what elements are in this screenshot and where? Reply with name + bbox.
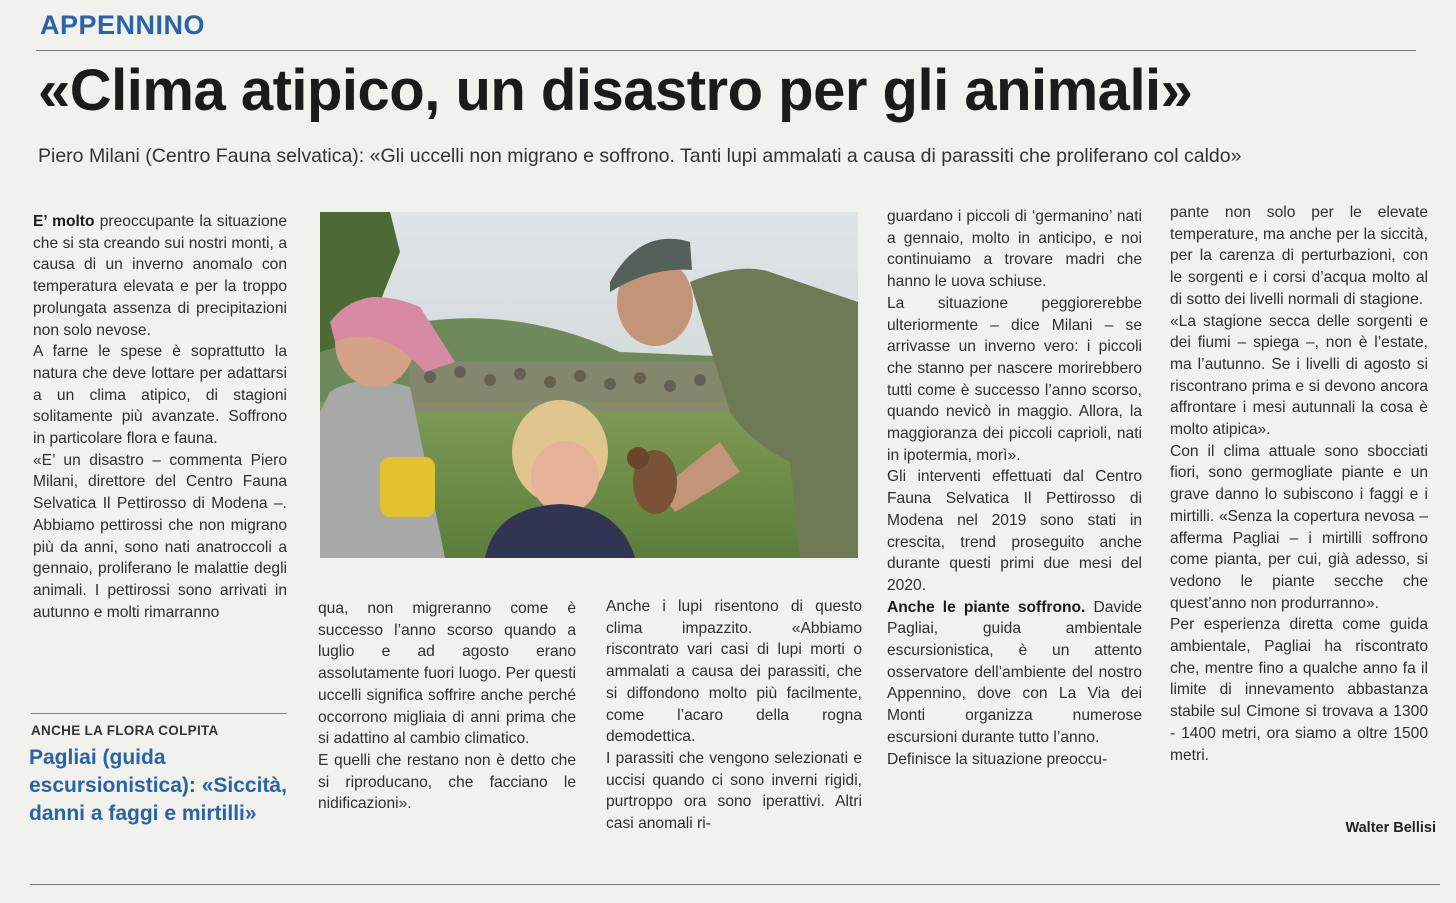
top-rule: [36, 50, 1416, 51]
photo-illustration: [320, 212, 858, 558]
paragraph: Per esperienza diretta come guida ambientale, Pagliai ha riscontrato che, mentre fino a qualche anno fa il limite di innevamento abbastanza stabile sul Cimone si trovava a 1300 - 1400 metri, ora siamo a oltre 1500 metri.: [1170, 616, 1428, 764]
paragraph: Gli interventi effettuati dal Centro Fauna Selvatica Il Pettirosso di Modena nel 2019 sono stati in crescita, trend proseguito anche durante questi primi due mesi del 2020.: [887, 468, 1142, 594]
subtitle: Piero Milani (Centro Fauna selvatica): «Gli uccelli non migrano e soffrono. Tanti lupi ammalati a causa di parassiti che proliferano col caldo»: [38, 145, 1242, 167]
lead-in: E’ molto: [33, 213, 95, 230]
section-label: APPENNINO: [40, 10, 206, 40]
byline: Walter Bellisi: [1345, 820, 1436, 836]
paragraph: Definisce la situazione preoccu-: [887, 750, 1108, 768]
headline: «Clima atipico, un disastro per gli animali»: [38, 58, 1193, 123]
box-kicker: ANCHE LA FLORA COLPITA: [31, 723, 219, 738]
paragraph: La situazione peggiorerebbe ulteriormente – dice Milani – se arrivasse un inverno vero: i piccoli che stanno per nascere morirebbero tutti come è successo l’anno scorso, quando nevicò in maggio. Allora, la maggioranza dei piccoli caprioli, nati in ipotermia, morì».: [887, 294, 1142, 464]
paragraph: [887, 597, 1142, 749]
article-column-3: [606, 596, 862, 835]
paragraph-text: preoccupante la situazione che si sta creando sui nostri monti, a causa di un inverno anomalo con temperatura elevata e per la troppo prolungata assenza di precipitazioni non solo nevose.: [33, 213, 287, 339]
article-column-2: [318, 598, 576, 815]
box-title: Pagliai (guida escursionistica): «Siccità, danni a faggi e mirtilli»: [29, 746, 287, 825]
paragraph: pante non solo per le elevate temperature, ma anche per la siccità, per la carenza di perturbazioni, con le sorgenti e i corsi d’acqua molto al di sotto dei livelli normali di stagione.: [1170, 204, 1428, 308]
paragraph: qua, non migreranno come è successo l’anno scorso quando a luglio e ad agosto erano assolutamente fuori luogo. Per questi uccelli significa soffrire anche perché occorrono migliaia di anni prima che si adattino al cambio climatico.: [318, 600, 576, 748]
paragraph: E quelli che restano non è detto che si riproducano, che facciano le nidificazioni».: [318, 751, 576, 813]
article-column-4: [887, 206, 1142, 770]
paragraph: Anche i lupi risentono di questo clima impazzito. «Abbiamo riscontrato vari casi di lupi morti o ammalati a causa dei parassiti, che si diffondono molto più facilmente, come l’acaro della rogna demodettica.: [606, 598, 862, 746]
paragraph: guardano i piccoli di ‘germanino’ nati a gennaio, molto in anticipo, e noi continuiamo a trovare madri che hanno le uova schiuse.: [887, 208, 1142, 291]
paragraph: I parassiti che vengono selezionati e uccisi quando ci sono inverni rigidi, purtroppo ora sono iperattivi. Altri casi anomali ri-: [606, 749, 862, 833]
box-divider: [31, 713, 287, 714]
paragraph: «E’ un disastro – commenta Piero Milani, direttore del Centro Fauna Selvatica Il Pettirosso di Modena –. Abbiamo pettirossi che non migrano più da anni, sono nati anatroccoli a gennaio, proliferano le malattie degli animali. I pettirossi sono arrivati in autunno e molti rimarranno: [33, 451, 287, 621]
article-photo: [320, 212, 858, 558]
paragraph: Con il clima attuale sono sbocciati fiori, sono germogliate piante e un grave danno lo subiscono i faggi e i mirtilli. «Senza la copertura nevosa – afferma Pagliai – i mirtilli soffrono come pianta, per cui, già adesso, si vedono le piante secche che quest’anno non produrranno».: [1170, 442, 1428, 612]
article-column-1: [33, 211, 287, 623]
article-column-5: [1170, 202, 1428, 766]
bottom-rule: [30, 884, 1440, 885]
lead-in: Anche le piante soffrono.: [887, 598, 1086, 616]
paragraph-text: Davide Pagliai, guida ambientale escursionistica, è un attento osservatore dell’ambiente del nostro Appennino, dove con La Via dei Monti organizza numerose escursioni durante tutto l’anno.: [887, 598, 1143, 746]
paragraph: «La stagione secca delle sorgenti e dei fiumi – spiega –, non è l’estate, ma l’autunno. Se i livelli di agosto si riscontrano prima e si devono ancora affrontare i mesi autunnali la cosa è molto atipica».: [1170, 312, 1428, 439]
paragraph: A farne le spese è soprattutto la natura che deve lottare per adattarsi a un clima atipico, di stagioni solitamente più avanzate. Soffrono in particolare flora e fauna.: [33, 343, 287, 448]
paragraph: [33, 211, 287, 341]
